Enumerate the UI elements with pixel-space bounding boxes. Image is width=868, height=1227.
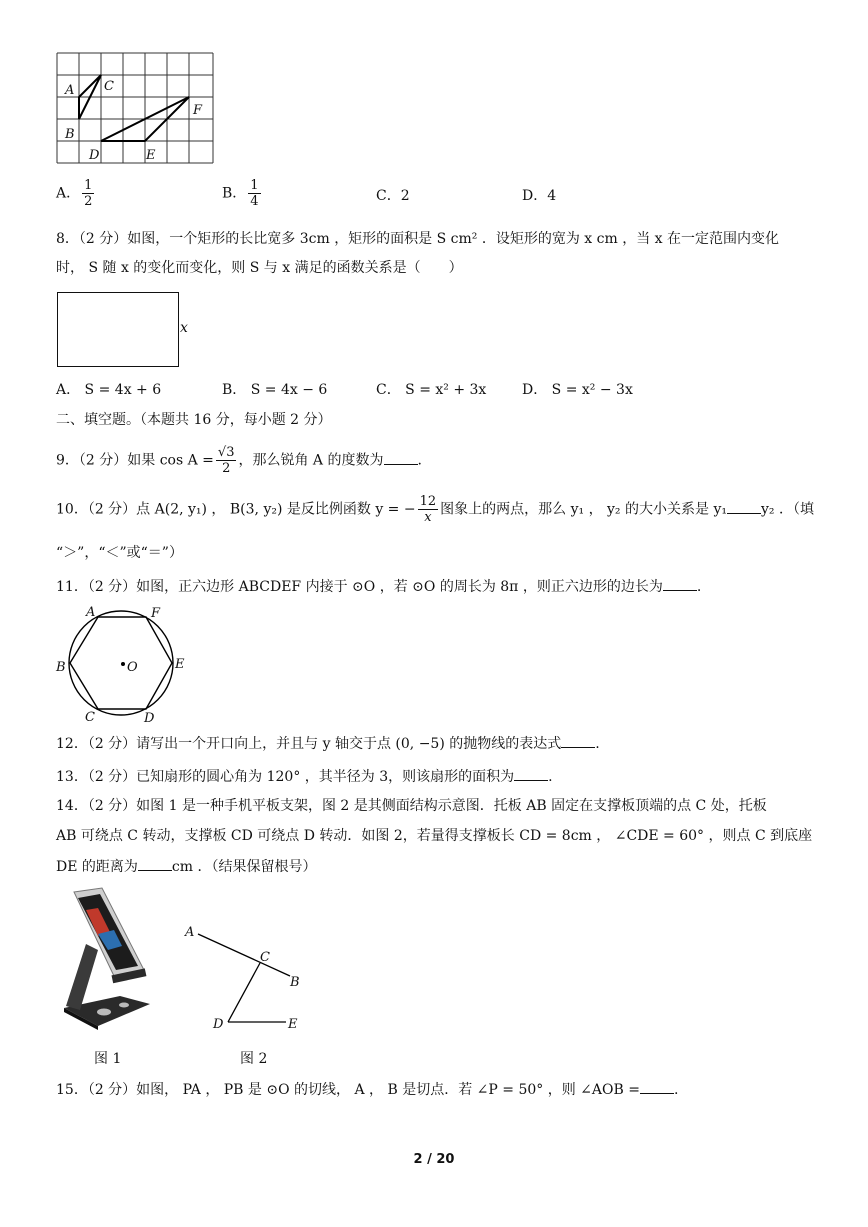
circle-o bbox=[69, 611, 173, 715]
grid-figure bbox=[56, 52, 216, 166]
label-f: F bbox=[193, 103, 203, 118]
q9-text: 9．（2 分）如果 cos A = bbox=[56, 452, 214, 469]
q15: 15．（2 分）如图， PA ， PB 是 ⊙O 的切线， A ， B 是切点．若 ∠P = 50° ，则 ∠AOB = . bbox=[56, 1079, 678, 1100]
q10-text: 10．（2 分）点 A(2, y₁) ， B(3, y₂) 是反比例函数 y = − bbox=[56, 501, 416, 518]
q9: 9．（2 分）如果 cos A = $\frac{√3}{2}$ ，那么锐角 A 的度数为 . bbox=[56, 445, 422, 476]
q11-answer-blank[interactable] bbox=[663, 576, 697, 591]
center-point bbox=[121, 662, 125, 666]
hex-label-o: O bbox=[127, 660, 138, 675]
q8-line-1: 8．（2 分）如图，一个矩形的长比宽多 3cm ，矩形的面积是 S cm² ．设矩形的宽为 x cm ，当 x 在一定范围内变化 bbox=[56, 231, 780, 247]
hexagon-figure bbox=[54, 600, 194, 730]
q10-line-2: “＞”，“＜”或“＝”） bbox=[56, 545, 183, 561]
q10-text-after: 图象上的两点，那么 y₁ ， y₂ 的大小关系是 y₁ bbox=[440, 501, 727, 518]
q13: 13．（2 分）已知扇形的圆心角为 120° ，其半径为 3，则该扇形的面积为 . bbox=[56, 766, 553, 787]
q14-answer-blank[interactable] bbox=[138, 856, 172, 871]
q12: 12．（2 分）请写出一个开口向上，并且与 y 轴交于点 (0, −5) 的抛物线的表达式 . bbox=[56, 733, 600, 754]
q14-line-3: DE 的距离为 cm ．（结果保留根号） bbox=[56, 856, 316, 877]
figure-2-diagram bbox=[180, 918, 310, 1034]
hexagon bbox=[70, 617, 172, 709]
hex-label-f: F bbox=[151, 606, 161, 621]
hex-label-e: E bbox=[175, 657, 185, 672]
hex-label-a: A bbox=[86, 605, 96, 620]
q7-option-b-fraction: $\frac{1}{4}$ bbox=[250, 178, 259, 209]
q13-answer-blank[interactable] bbox=[514, 766, 548, 781]
q7-option-c[interactable]: C．2 bbox=[376, 188, 410, 204]
q7-option-a[interactable] bbox=[56, 178, 96, 209]
section-2-heading: 二、填空题。（本题共 16 分，每小题 2 分） bbox=[56, 412, 332, 428]
figure-2-caption: 图 2 bbox=[240, 1051, 268, 1067]
q11: 11．（2 分）如图，正六边形 ABCDEF 内接于 ⊙O ，若 ⊙O 的周长为 8π ，则正六边形的边长为 . bbox=[56, 576, 701, 597]
q15-answer-blank[interactable] bbox=[640, 1079, 674, 1094]
page-number: 2 / 20 bbox=[413, 1152, 455, 1167]
fig2-label-c: C bbox=[260, 950, 270, 965]
q8-line-2: 时， S 随 x 的变化而变化，则 S 与 x 满足的函数关系是（ ） bbox=[56, 260, 463, 276]
q9-answer-blank[interactable] bbox=[384, 450, 418, 465]
q12-answer-blank[interactable] bbox=[561, 733, 595, 748]
q9-text-after: ，那么锐角 A 的度数为 bbox=[238, 452, 384, 469]
figure-1-caption: 图 1 bbox=[94, 1051, 122, 1067]
label-e: E bbox=[146, 148, 156, 163]
q8-rectangle bbox=[57, 292, 179, 367]
q7-option-a-fraction: $\frac{1}{2}$ bbox=[84, 178, 93, 209]
q8-option-a[interactable]: A． S = 4x + 6 bbox=[56, 382, 162, 398]
hex-label-b: B bbox=[56, 660, 66, 675]
grid-lines bbox=[57, 53, 213, 163]
q7-option-b-prefix: B． bbox=[222, 185, 247, 202]
q7-option-d[interactable]: D．4 bbox=[522, 188, 557, 204]
hex-label-d: D bbox=[144, 711, 155, 726]
q10-answer-blank[interactable] bbox=[727, 499, 761, 514]
fig2-label-a: A bbox=[185, 925, 195, 940]
q10-fraction: $\frac{12}{x}$ bbox=[419, 494, 437, 525]
phone-stand-image bbox=[58, 884, 158, 1034]
fig2-label-b: B bbox=[290, 975, 300, 990]
q14-line-1: 14．（2 分）如图 1 是一种手机平板支架，图 2 是其侧面结构示意图．托板 AB 固定在支撑板顶端的点 C 处，托板 bbox=[56, 798, 767, 814]
q9-fraction: $\frac{√3}{2}$ bbox=[217, 445, 235, 476]
label-a: A bbox=[65, 83, 75, 98]
phone-stand-arm bbox=[66, 944, 98, 1010]
label-d: D bbox=[89, 148, 100, 163]
fig2-label-e: E bbox=[288, 1017, 298, 1032]
segment-ab bbox=[198, 934, 290, 976]
q14-line-2: AB 可绕点 C 转动，支撑板 CD 可绕点 D 转动．如图 2，若量得支撑板长 CD = 8cm ， ∠CDE = 60° ，则点 C 到底座 bbox=[56, 828, 813, 844]
q10: 10．（2 分）点 A(2, y₁) ， B(3, y₂) 是反比例函数 y = − $\frac{12}{x}$ 图象上的两点，那么 y₁ ， y₂ 的大小关系是 y₁ y₂ ．（填 bbox=[56, 494, 814, 525]
q8-option-d[interactable]: D． S = x² − 3x bbox=[522, 382, 633, 398]
label-c: C bbox=[104, 79, 114, 94]
q8-option-c[interactable]: C． S = x² + 3x bbox=[376, 382, 487, 398]
hex-label-c: C bbox=[85, 710, 95, 725]
q8-option-b[interactable]: B． S = 4x − 6 bbox=[222, 382, 328, 398]
q7-option-a-prefix: A． bbox=[56, 185, 81, 202]
fig2-label-d: D bbox=[213, 1017, 224, 1032]
q8-side-label: x bbox=[180, 320, 188, 336]
label-b: B bbox=[65, 127, 75, 142]
segment-cd bbox=[228, 963, 260, 1022]
q7-option-b[interactable] bbox=[222, 178, 263, 209]
